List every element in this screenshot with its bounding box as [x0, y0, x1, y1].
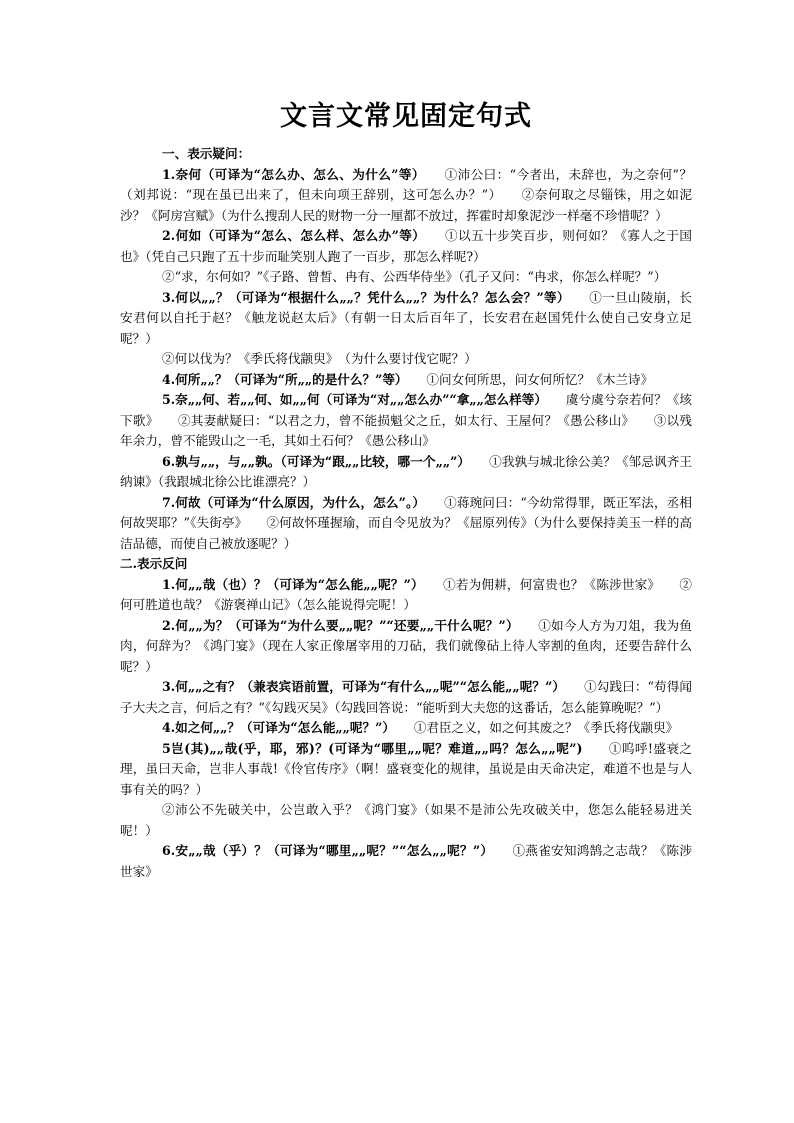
list-item	[120, 165, 692, 227]
list-item	[120, 267, 692, 288]
list-item	[120, 349, 692, 370]
item-body: ①一旦山陵崩，长安君何以自托于赵？《触龙说赵太后》（有朝一日太后百年了，长安君在赵国凭什么使自己安身立足呢？）	[120, 289, 692, 346]
item-lead: 4.何所„„？（可译为“所„„的是什么？”等）	[162, 371, 402, 387]
list-item	[120, 226, 692, 267]
item-body: ①勾践曰：“苟得闻子大夫之言，何后之有？”《勾践灭吴》（勾践回答说：“能听到大夫您的这番话，怎么能算晚呢？”）	[120, 679, 692, 715]
item-body: 虞兮虞兮奈若何？《垓下歌》 ②其妻献疑曰：“以君之力，曾不能损魁父之丘，如太行、王屋何？《愚公移山》 ③以残年余力，曾不能毁山之一毛，其如土石何？《愚公移山》	[120, 392, 692, 448]
list-item	[120, 575, 692, 616]
item-body: ①燕雀安知鸿鹄之志哉？《陈涉世家》	[120, 843, 692, 879]
list-item	[120, 370, 692, 391]
list-item	[120, 616, 692, 678]
item-body: ①我孰与城北徐公美？《邹忌讽齐王纳谏》（我跟城北徐公比谁漂亮？）	[120, 453, 692, 489]
item-lead: 2.何如（可译为“怎么、怎么样、怎么办”等）	[162, 228, 419, 243]
page-title: 文言文常见固定句式	[280, 101, 532, 132]
item-body: ②沛公不先破关中，公岂敢入乎？《鸿门宴》（如果不是沛公先攻破关中，您怎么能轻易进关呢！）	[120, 802, 692, 838]
list-item	[120, 390, 692, 452]
item-body: ①若为佣耕，何富贵也？《陈涉世家》 ②何可胜道也哉？《游褒禅山记》（怎么能说得完呢！）	[120, 576, 693, 612]
item-body: ①君臣之义，如之何其废之？《季氏将伐颛臾》	[388, 720, 679, 735]
item-body: ①沛公曰：“今者出，未辞也，为之奈何”？（刘邦说：“现在虽已出来了，但未向项王辞别，这可怎么办？”） ②奈何取之尽锱铢，用之如泥沙？《阿房宫赋》（为什么搜刮人民的财物一分一厘都不放过，挥霍时却象泥沙一样毫不珍惜呢？）	[120, 166, 692, 223]
list-item	[120, 452, 692, 493]
item-body: ②何以伐为？《季氏将伐颛臾》 （为什么要讨伐它呢？）	[162, 351, 477, 366]
list-item	[120, 739, 692, 801]
list-item	[120, 841, 692, 882]
section-heading: 二.表示反问	[120, 556, 188, 571]
item-lead: 5岂(其)„„哉(乎，耶，邪)？(可译为“哪里„„呢？难道„„吗？怎么„„呢”)	[162, 740, 583, 756]
item-body: ①以五十步笑百步，则何如？《寡人之于国也》（凭自己只跑了五十步而耻笑别人跑了一百步，那怎么样呢?）	[120, 228, 693, 264]
item-lead: 1.奈何（可译为“怎么办、怎么、为什么”等）	[162, 166, 419, 182]
item-body: ②“求，尔何如？”《子路、曾皙、冉有、公西华侍坐》（孔子又问：“冉求，你怎么样呢？”）	[162, 269, 667, 284]
list-item	[120, 677, 692, 718]
item-lead: 3.何„„之有？（兼表宾语前置，可译为“有什么„„呢”“怎么能„„呢？”）	[162, 679, 559, 694]
document-page	[120, 100, 692, 882]
section-heading: 一、表示疑问：	[162, 146, 251, 161]
item-body: ①问女何所思，问女何所忆？《木兰诗》	[401, 371, 654, 387]
list-item	[120, 800, 692, 841]
item-lead: 1.何„„哉（也）？（可译为“怎么能„„呢？”）	[162, 576, 418, 592]
item-body: ①蒋琬问曰：“今幼常得罪，既正军法，丞相何故哭耶？”《失街亭》 ②何故怀瑾握瑜，而自令见放为？《屈原列传》（为什么要保持美玉一样的高洁品德，而使自己被放逐呢？）	[120, 494, 692, 551]
list-item	[120, 288, 692, 350]
item-lead: 7.何故（可译为“什么原因，为什么，怎么”。）	[162, 494, 419, 510]
item-lead: 5.奈„„何、若„„何、如„„何（可译为“对„„怎么办”“拿„„怎么样等）	[162, 392, 541, 407]
item-lead: 3.何以„„？（可译为“根据什么„„？凭什么„„？为什么？怎么会？”等）	[162, 289, 564, 305]
item-body: ①呜呼!盛衰之理，虽曰天命，岂非人事哉!《伶官传序》（啊！盛衰变化的规律，虽说是由天命决定，难道不也是与人事有关的吗？）	[120, 740, 692, 797]
item-lead: 6.孰与„„，与„„孰。（可译为“跟„„比较，哪一个„„”）	[162, 453, 464, 469]
list-item	[120, 718, 692, 739]
item-lead: 6.安„„哉（乎）？（可译为“哪里„„呢？”“怎么„„呢？”）	[162, 843, 487, 858]
item-lead: 2.何„„为？（可译为“为什么要„„呢？”“还要„„干什么呢？”）	[162, 617, 513, 633]
list-item	[120, 493, 692, 555]
item-body: ①如今人方为刀俎，我为鱼肉，何辞为？《鸿门宴》（现在人家正像屠宰用的刀砧，我们就像砧上待人宰割的鱼肉，还要告辞什么呢？）	[120, 617, 692, 674]
item-lead: 4.如之何„„？（可译为“怎么能„„呢？”）	[162, 720, 389, 735]
